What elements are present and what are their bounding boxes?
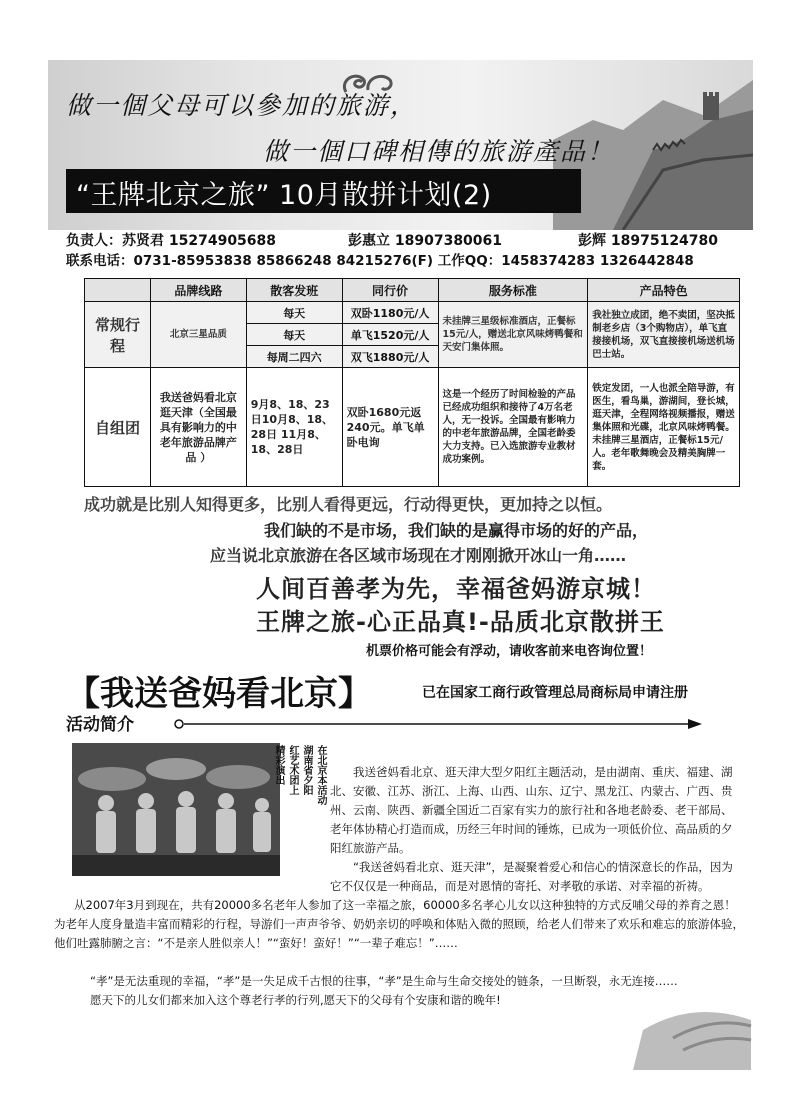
features-self-group: 铁定发团，一人也派全陪导游，有医生，看鸟巢，游湖间，登长城，逛天津，全程网络视频播报，赠送集体照和光碟，北京风味烤鸭餐。未挂牌三星酒店，正餐标15元/人。老年歌舞晚会及精美胸牌一套。 (588, 368, 740, 487)
slogan-line-2: 做一個口碑相傳的旅游產品！ (263, 137, 615, 166)
service-regular: 未挂牌三星级标准酒店，正餐标15元/人，赠送北京风味烤鸭餐和天安门集体照。 (438, 302, 588, 368)
route-self-group: 我送爸妈看北京逛天津（全国最具有影响力的中老年旅游品牌产品 ） (150, 368, 246, 487)
row-label-regular: 常规行程 (85, 302, 151, 368)
price-notice: 机票价格可能会有浮动，请收客前来电咨询位置！ (366, 644, 653, 659)
big-slogan-2: 王牌之旅-心正品真!-品质北京散拼王 (256, 608, 665, 636)
price-cell: 单飞1520元/人 (342, 324, 438, 346)
departure-cell: 每天 (246, 324, 342, 346)
body-paragraph-1: 我送爸妈看北京、逛天津大型夕阳红主题活动，是由湖南、重庆、福建、湖北、安徽、江苏、浙江、上海、山西、山东、辽宁、黑龙江、内蒙古、广西、贵州、云南、陕西、新疆全国近二百家有实力的旅行社和各地老龄委、老干部局、老年体协精心打造而成，历经三年时间的锤炼，已成为一项低价位、高品质的夕阳红旅游产品。 (330, 765, 733, 855)
tagline-1: 成功就是比别人知得更多，比别人看得更远，行动得更快，更加持之以恒。 (84, 495, 613, 514)
table-header: 品牌线路 (150, 279, 246, 302)
pavilion-corner-image (633, 960, 753, 1070)
slogan-line-1: 做一個父母可以參加的旅游， (66, 91, 418, 120)
table-row (85, 302, 740, 324)
table-header: 同行价 (342, 279, 438, 302)
body-paragraph-3: 从2007年3月到现在，共有20000多名老年人参加了这一幸福之旅，60000多名孝心儿女以这种独特的方式反哺父母的养育之恩！为老年人度身量造丰富而精彩的行程，导游们一声声爷爷、奶奶亲切的呼唤和体贴入微的照顾，给老人们带来了欢乐和难忘的旅游体验，他们吐露肺腑之言：“不是亲人胜似亲人！”“蛮好！蛮好！”“一辈子难忘！”…… (54, 898, 744, 950)
departure-cell: 每周二四六 (246, 346, 342, 368)
table-header: 服务标准 (438, 279, 588, 302)
contact-phones: 联系电话：0731-85953838 85866248 84215276(F) 工作QQ：1458374283 1326442848 (66, 253, 694, 269)
performers-image (72, 743, 280, 876)
section-heading: 活动简介 (66, 715, 134, 735)
tour-plan-table (84, 278, 740, 487)
features-regular: 我社独立成团，绝不卖团，坚决抵制老乡店（3个购物店），单飞直接接机场，双飞直接接机场送机场巴士站。 (588, 302, 740, 368)
body-paragraph-5: 愿天下的儿女们都来加入这个尊老行孝的行列,愿天下的父母有个安康和谐的晚年! (90, 993, 501, 1007)
big-slogan-1: 人间百善孝为先，幸福爸妈游京城！ (256, 575, 656, 603)
header-banner (48, 60, 753, 230)
row-label-self-group: 自组团 (85, 368, 151, 487)
contact-person-3: 彭辉 18975124780 (578, 233, 719, 249)
departure-cell: 每天 (246, 302, 342, 324)
route-regular: 北京三星品质 (150, 302, 246, 368)
caption-column: 精彩演出 (273, 745, 284, 785)
brand-title: 【我送爸妈看北京】 (66, 674, 372, 714)
performance-photo (72, 743, 280, 876)
photo-caption (273, 745, 326, 877)
table-header (85, 279, 151, 302)
body-paragraph-2: “我送爸妈看北京、逛天津”，是凝聚着爱心和信心的情深意长的作品，因为它不仅仅是一种商品，而是对恩情的寄托、对孝敬的承诺、对幸福的祈祷。 (330, 860, 733, 893)
caption-column: 湖南省夕阳 (301, 745, 312, 795)
tagline-3: 应当说北京旅游在各区域市场现在才刚刚掀开冰山一角…… (210, 546, 627, 565)
price-cell: 双飞1880元/人 (342, 346, 438, 368)
caption-column: 红艺术团上 (287, 745, 298, 795)
arrow-right-icon (174, 717, 704, 731)
contact-person-2: 彭惠立 18907380061 (348, 233, 503, 249)
contact-persons (66, 230, 719, 250)
body-paragraph-4: “孝”是无法重现的幸福，“孝”是一失足成千古恨的往事，“孝”是生命与生命交接处的链条，一旦断裂，永无连接…… (90, 974, 678, 988)
flyer-page (48, 60, 753, 1070)
tagline-2: 我们缺的不是市场，我们缺的是赢得市场的好的产品， (264, 521, 649, 540)
table-header: 产品特色 (588, 279, 740, 302)
trademark-note: 已在国家工商行政管理总局商标局申请注册 (422, 685, 688, 701)
table-header-row (85, 279, 740, 302)
page-title: “王牌北京之旅” 10月散拼计划(2) (76, 180, 492, 211)
table-header: 散客发班 (246, 279, 342, 302)
price-self-group: 双卧1680元返240元。单飞单卧电询 (342, 368, 438, 487)
caption-column: 在北京本活动 (315, 745, 326, 805)
departures-self-group: 9月8、18、23日10月8、18、28日 11月8、18、28日 (246, 368, 342, 487)
table-row (85, 368, 740, 487)
contact-person-1: 负责人：苏贤君 15274905688 (66, 233, 277, 249)
service-self-group: 这是一个经历了时间检验的产品已经成功组织和接待了4万名老人，无一投诉。全国最有影响力的中老年旅游品牌，全国老龄委大力支持。已入选旅游专业教材成功案例。 (438, 368, 588, 487)
price-cell: 双卧1180元/人 (342, 302, 438, 324)
